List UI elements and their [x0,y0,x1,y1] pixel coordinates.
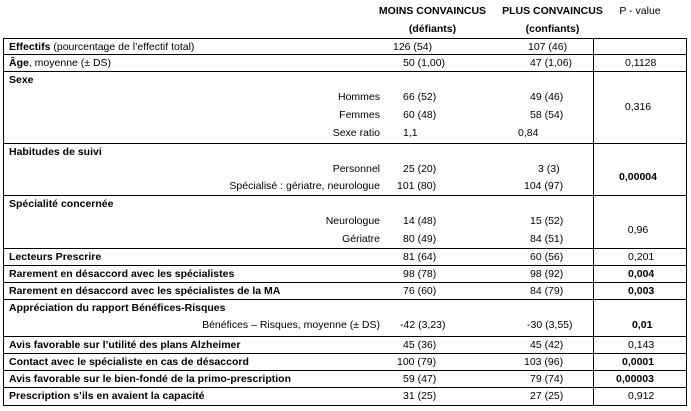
cell-plus: 104 (97) [524,180,564,192]
cell-plus: 60 (56) [530,251,564,263]
cell-moins: 126 (54) [393,41,433,53]
row-age [3,54,687,72]
cell-plus: 45 (42) [530,339,564,351]
cell-moins: 100 (79) [397,356,437,368]
label-specialite: Spécialité concernée [9,198,114,210]
row-desaccord-ma [3,282,687,300]
pvalue-habitudes: 0,00004 [619,171,657,183]
cell-pvalue: 0,201 [628,251,655,263]
cell-pvalue: 0,1128 [625,57,657,69]
cell-moins: 60 (48) [403,109,437,121]
row-prescrire [3,248,687,266]
cell-plus: 58 (54) [530,109,564,121]
header-moins: MOINS CONVAINCUS [378,5,487,17]
cell-pvalue: 0,143 [628,339,655,351]
cell-pvalue: 0,00003 [616,373,654,385]
cell-pvalue: 0,003 [628,285,655,297]
row-sexe [3,71,687,89]
label-appreciation: Appréciation du rapport Bénéfices-Risques [9,302,226,314]
row-neurologue [3,213,687,230]
right-rule [686,38,687,406]
cell-pvalue: 0,0001 [622,356,655,368]
label-effectifs: Effectifs [9,41,51,53]
row-specialite [3,195,687,213]
cell-plus: 103 (96) [524,356,564,368]
row-desaccord [3,265,687,283]
label-effectifs-rest: (pourcentage de l’effectif total) [50,41,195,53]
cell-pvalue: 0,912 [628,390,655,402]
cell-moins: 98 (78) [403,268,437,280]
row-specialise [3,178,687,195]
label-personnel: Personnel [332,163,380,175]
label-neurologue: Neurologue [325,215,380,227]
cell-moins: 25 (20) [403,163,437,175]
cell-plus: 107 (46) [528,41,568,53]
cell-moins: 14 (48) [403,215,437,227]
label-geriatre: Gériatre [342,233,380,245]
left-rule [3,38,4,406]
label-prescription: Prescription s’ils en avaient la capacité [9,390,205,402]
cell-moins: 66 (52) [403,91,437,103]
row-geriatre [3,231,687,248]
header-plus: PLUS CONVAINCUS [502,5,603,17]
pvalue-specialite: 0,96 [627,224,649,236]
row-prescription [3,387,687,405]
label-desaccord-ma: Rarement en désaccord avec les spécialistes de la MA [9,285,281,297]
label-habitudes: Habitudes de suivi [9,146,102,158]
cell-plus: 49 (46) [530,91,564,103]
cell-moins: 59 (47) [403,373,437,385]
cell-plus: 98 (92) [530,268,564,280]
cell-moins: -42 (3,23) [400,319,446,331]
label-femmes: Femmes [339,109,380,121]
row-habitudes [3,143,687,161]
cell-plus: 0,84 [518,127,539,139]
row-sexratio [3,125,687,142]
cell-moins: 76 (60) [403,285,437,297]
cell-plus: 15 (52) [530,215,564,227]
pvalue-sexe: 0,316 [624,101,652,113]
row-contact [3,353,687,371]
label-primo: Avis favorable sur le bien-fondé de la primo-prescription [9,373,292,385]
cell-plus: 84 (51) [530,233,564,245]
cell-moins: 101 (80) [397,180,437,192]
label-sexe: Sexe [9,74,34,86]
cell-plus: -30 (3,55) [527,319,573,331]
label-sexratio: Sexe ratio [332,127,380,139]
header-pvalue: P - value [619,5,661,17]
bottom-rule [3,405,687,406]
cell-moins: 45 (36) [403,339,437,351]
cell-moins: 31 (25) [403,390,437,402]
row-benefices [3,317,687,334]
pvalue-divider [593,38,594,406]
cell-plus: 79 (74) [530,373,564,385]
label-hommes: Hommes [337,91,380,103]
row-femmes [3,107,687,124]
cell-moins: 1,1 [403,127,418,139]
cell-plus: 84 (79) [530,285,564,297]
label-desaccord: Rarement en désaccord avec les spécialistes [9,268,235,280]
cell-pvalue: 0,01 [632,319,653,331]
cell-plus: 3 (3) [538,163,560,175]
header-moins-sub: (défiants) [408,23,457,35]
row-primo [3,370,687,388]
label-benefices: Bénéfices – Risques, moyenne (± DS) [202,319,380,331]
label-age-rest: , moyenne (± DS) [28,57,112,69]
cell-plus: 27 (25) [530,390,564,402]
row-personnel [3,161,687,178]
label-contact: Contact avec le spécialiste en cas de désaccord [9,356,249,368]
label-specialise: Spécialisé : gériatre, neurologue [229,180,380,192]
label-prescrire: Lecteurs Prescrire [9,251,102,263]
row-appreciation [3,299,687,317]
cell-moins: 50 (1,00) [403,57,446,69]
row-hommes [3,89,687,106]
header-plus-sub: (confiants) [525,23,580,35]
cell-plus: 47 (1,06) [530,57,573,69]
cell-pvalue: 0,004 [628,268,655,280]
label-age: Âge [9,57,29,69]
cell-moins: 80 (49) [403,233,437,245]
cell-moins: 81 (64) [403,251,437,263]
row-avis-plans [3,336,687,354]
label-avis-plans: Avis favorable sur l’utilité des plans Alzheimer [9,339,241,351]
